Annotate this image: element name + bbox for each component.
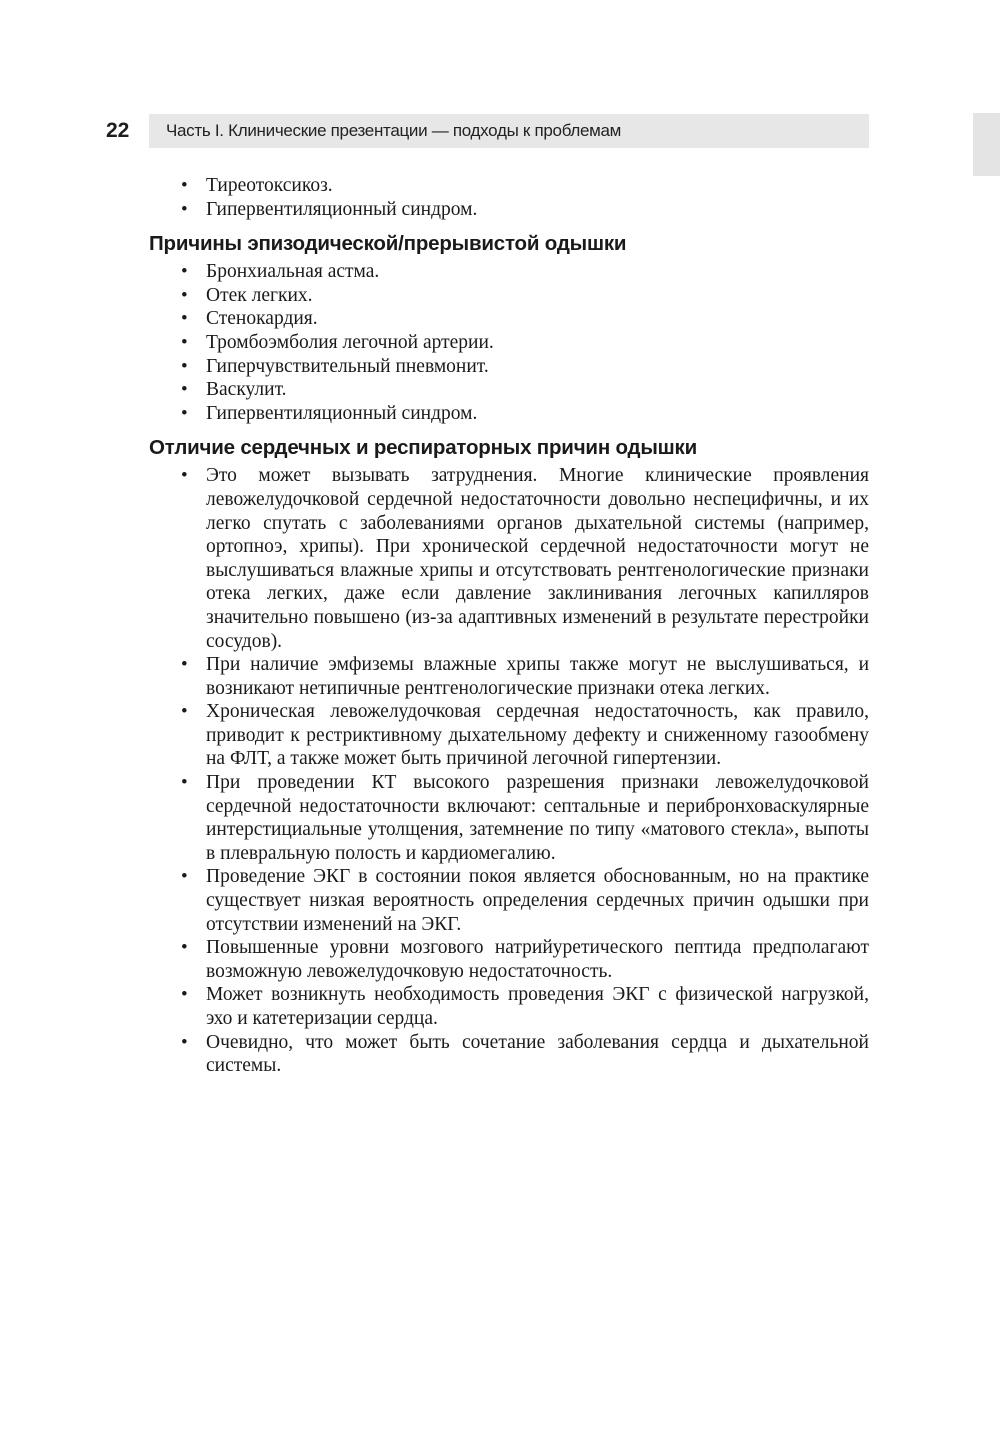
bullet-icon: • — [181, 402, 188, 424]
running-title: Часть I. Клинические презентации — подходы к проблемам — [166, 121, 622, 140]
list-item: • Это может вызывать затруднения. Многие клинические проявления левожелудочковой сердечной недостаточности довольно неспецифичны, и их легко спутать с заболеваниями органов дыхательной системы (например, ортопноэ, хрипы). При хронической сердечной недостаточности могут не выслушиваться влажные хрипы и отсутствовать рентгенологические признаки отека легких, даже если давление заклинивания легочных капилляров значительно повышено (из-за адаптивных изменений в результате перестройки сосудов). — [181, 465, 869, 652]
chapter-thumb-tab — [973, 113, 1000, 176]
list-item: • Гипервентиляционный синдром. — [181, 198, 478, 220]
list-item: • Гипервентиляционный синдром. — [181, 402, 478, 424]
list-item: • Повышенные уровни мозгового натрийуретического пептида предполагают возможную левожелудочковую недостаточность. — [181, 937, 869, 982]
bullet-icon: • — [181, 379, 188, 401]
cardiac-vs-respiratory-list — [149, 464, 869, 1077]
page-content — [149, 174, 869, 1078]
list-item: • Проведение ЭКГ в состоянии покоя является обоснованным, но на практике существует низкая вероятность определения сердечных причин одышки при отсутствии изменений на ЭКГ. — [181, 866, 869, 935]
bullet-icon: • — [181, 175, 188, 196]
list-item: • Васкулит. — [181, 379, 287, 401]
list-item: • Отек легких. — [181, 284, 313, 306]
section-heading-episodic-dyspnea: Причины эпизодической/прерывистой одышки — [149, 232, 627, 256]
list-item: • Бронхиальная астма. — [181, 261, 380, 283]
list-item: • При проведении КТ высокого разрешения признаки левожелудочковой сердечной недостаточности включают: септальные и перибронховаскулярные интерстициальные утолщения, затемнение по типу «матового стекла», выпоты в плевральную полость и кардиомегалию. — [181, 772, 869, 864]
list-item: • Может возникнуть необходимость проведения ЭКГ с физической нагрузкой, эхо и катетеризации сердца. — [181, 984, 869, 1029]
list-item: • Очевидно, что может быть сочетание заболевания сердца и дыхательной системы. — [181, 1031, 869, 1077]
bullet-icon: • — [181, 284, 188, 306]
bullet-icon: • — [181, 331, 188, 353]
bullet-icon: • — [181, 772, 188, 794]
list-item: • Хроническая левожелудочковая сердечная недостаточность, как правило, приводит к рестриктивному дыхательному дефекту и сниженному газообмену на ФЛТ, а также может быть причиной легочной гипертензии. — [181, 701, 869, 770]
bullet-icon: • — [181, 1031, 188, 1053]
list-item: • При наличие эмфиземы влажные хрипы также могут не выслушиваться, и возникают нетипичные рентгенологические признаки отека легких. — [181, 654, 869, 699]
list-item: • Тиреотоксикоз. — [181, 175, 333, 196]
bullet-icon: • — [181, 261, 188, 283]
bullet-icon: • — [181, 654, 188, 676]
list-item: • Гиперчувствительный пневмонит. — [181, 355, 489, 377]
bullet-icon: • — [181, 866, 188, 888]
list-item: • Стенокардия. — [181, 308, 318, 330]
section-heading-cardiac-vs-respiratory: Отличие сердечных и респираторных причин одышки — [149, 436, 698, 460]
page-number: 22 — [106, 119, 130, 142]
list-item: • Тромбоэмболия легочной артерии. — [181, 331, 494, 353]
bullet-icon: • — [181, 465, 188, 487]
bullet-icon: • — [181, 198, 188, 220]
intro-list — [149, 174, 869, 221]
bullet-icon: • — [181, 308, 188, 330]
bullet-icon: • — [181, 355, 188, 377]
bullet-icon: • — [181, 937, 188, 959]
episodic-causes-list — [149, 260, 869, 425]
bullet-icon: • — [181, 701, 188, 723]
bullet-icon: • — [181, 984, 188, 1006]
